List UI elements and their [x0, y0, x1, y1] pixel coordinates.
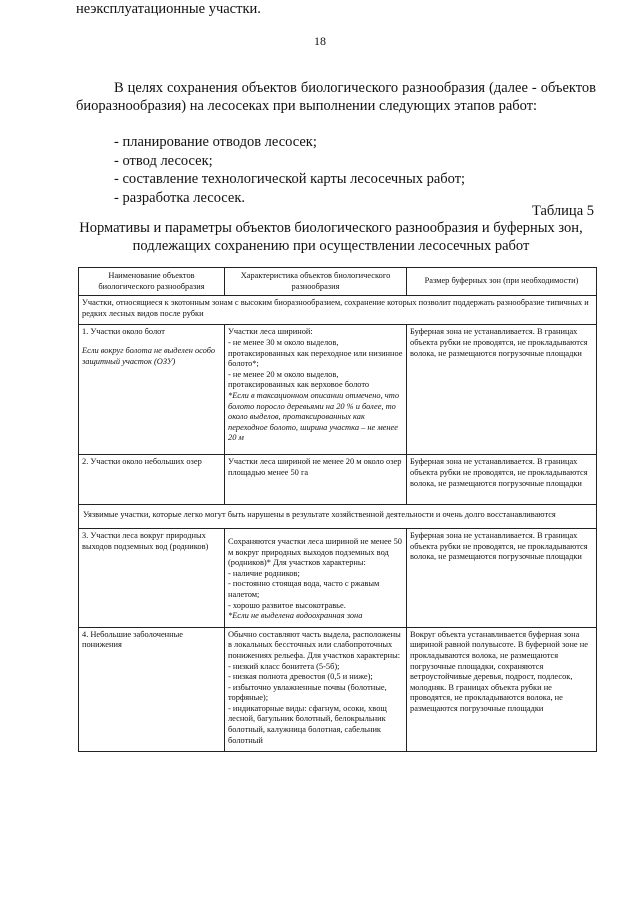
characteristic-item: - индикаторные виды: сфагнум, осоки, хвощ лесной, багульник болотный, белокрыльник болотный, калужница болотная, сабельник болотный [228, 704, 403, 746]
object-name-note: Если вокруг болота не выделен особо защитный участок (ОЗУ) [82, 345, 216, 366]
table-row [79, 325, 597, 455]
buffer-cell: Буферная зона не устанавливается. В границах объекта рубки не проводятся, не прокладываются волока, не размещаются погрузочные площадки [407, 455, 597, 505]
characteristic-item: - низкая полнота древостоя (0,5 и ниже); [228, 672, 403, 683]
buffer-cell: Буферная зона не устанавливается. В границах объекта рубки не проводятся, не прокладываются волока, не размещаются погрузочные площадки [407, 528, 597, 627]
work-stages-list [114, 133, 594, 207]
object-name: 1. Участки около болот [82, 327, 165, 337]
object-name-cell [79, 325, 225, 455]
characteristic-item: - не менее 30 м около выделов, протаксированных как переходное или низинное болото*; [228, 338, 403, 370]
section-title: Уязвимые участки, которые легко могут быть нарушены в результате хозяйственной деятельности и очень долго восстанавливаются [79, 505, 597, 529]
characteristic-item: - низкий класс бонитета (5-5б); [228, 662, 403, 673]
section-row [79, 505, 597, 529]
table-header-row [79, 268, 597, 296]
list-item: - планирование отводов лесосек; [114, 133, 594, 152]
characteristic-note: *Если в таксационном описании отмечено, что болото поросло деревьями на 20 % и более, то около выделов, протаксированных как переходное болото, ширина участка – не менее 20 м [228, 390, 400, 443]
table-title: Нормативы и параметры объектов биологического разнообразия и буферных зон, подлежащих сохранению при осуществлении лесосечных работ [79, 220, 583, 254]
characteristic-item: - хорошо развитое высокотравье. [228, 601, 403, 612]
intro-line: неэксплуатационные участки. [76, 1, 261, 17]
header-characteristic: Характеристика объектов биологического разнообразия [225, 268, 407, 296]
table-row [79, 455, 597, 505]
table-row [79, 528, 597, 627]
characteristic-item: - постоянно стоящая вода, часто с ржавым налетом; [228, 579, 403, 600]
object-name-cell: 3. Участки леса вокруг природных выходов подземных вод (родников) [79, 528, 225, 627]
list-item: - отвод лесосек; [114, 152, 594, 171]
object-name-cell: 4. Небольшие заболоченные понижения [79, 627, 225, 752]
buffer-cell: Вокруг объекта устанавливается буферная зона шириной равной полувысоте. В буферной зоне не прокладываются волока, не размещаются погрузочные площадки, сохраняются ветроустойчивые деревья, подрост, подлесок, молодняк. В границах объекта рубки не проводятся, не прокладываются волока, не размещаются погрузочные площадки [407, 627, 597, 752]
characteristic-cell [225, 325, 407, 455]
characteristic-item: - не менее 20 м около выделов, протаксированных как верховое болото [228, 370, 403, 391]
buffer-cell: Буферная зона не устанавливается. В границах объекта рубки не проводятся, не прокладываются волока, не размещаются погрузочные площадки [407, 325, 597, 455]
characteristic-cell [225, 627, 407, 752]
table-label: Таблица 5 [531, 203, 594, 219]
characteristic-note: *Если не выделена водоохранная зона [228, 611, 363, 621]
biodiversity-norms-table [78, 267, 597, 752]
characteristic-cell: Участки леса шириной не менее 20 м около озер площадью менее 50 га [225, 455, 407, 505]
characteristic-item: - избыточно увлажненные почвы (болотные, торфяные); [228, 683, 403, 704]
intro-text [76, 0, 596, 18]
section-title: Участки, относящиеся к экотонным зонам с высоким биоразнообразием, сохранение которых позволит поддержать разнообразие типичных и редких лесных видов после рубки [79, 296, 597, 325]
table-row [79, 627, 597, 752]
object-name-cell: 2. Участки около небольших озер [79, 455, 225, 505]
characteristic-intro: Обычно составляют часть выдела, расположены в локальных бессточных или слабопроточных понижениях рельефа. Для участков характерны: [228, 629, 401, 660]
page-number: 18 [314, 34, 326, 48]
list-item: - составление технологической карты лесосечных работ; [114, 170, 594, 189]
header-name: Наименование объектов биологического разнообразия [79, 268, 225, 296]
characteristic-item: - наличие родников; [228, 569, 403, 580]
list-item: - разработка лесосек. [114, 189, 594, 208]
characteristic-intro: Участки леса шириной: [228, 327, 313, 337]
characteristic-cell [225, 528, 407, 627]
characteristic-intro: Сохраняются участки леса шириной не менее 50 м вокруг природных выходов подземных вод (родников)* Для участков характерны: [228, 536, 402, 568]
intro-paragraph: В целях сохранения объектов биологического разнообразия (далее - объектов биоразнообразия) на лесосеках при выполнении следующих этапов работ: [76, 80, 596, 114]
section-row [79, 296, 597, 325]
header-buffer: Размер буферных зон (при необходимости) [407, 268, 597, 296]
